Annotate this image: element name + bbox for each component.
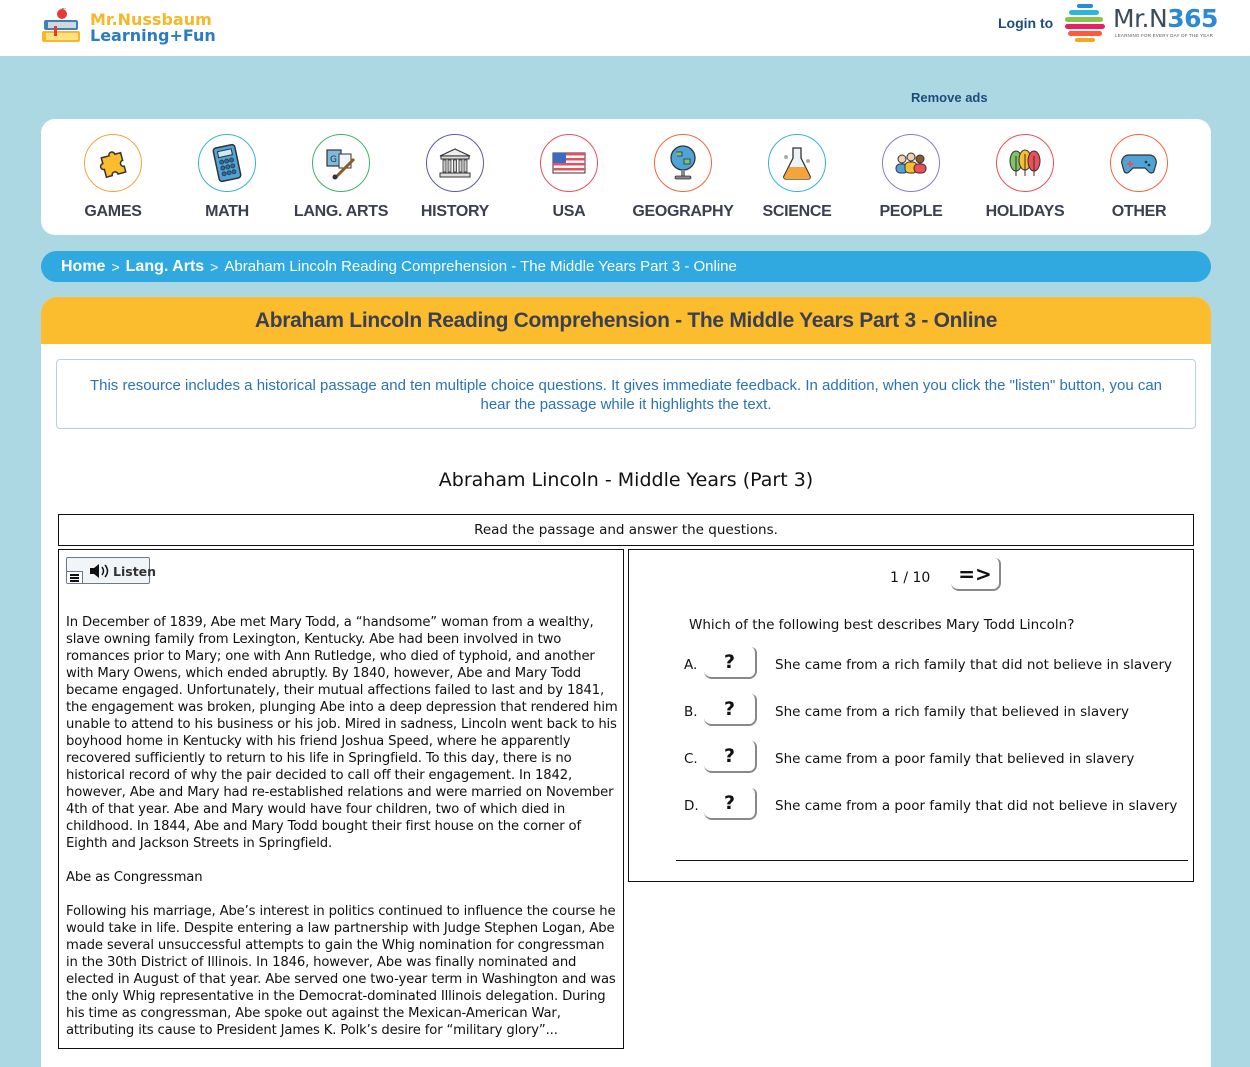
flask-icon	[768, 134, 826, 192]
nav-item-math[interactable]	[170, 134, 284, 221]
nav-item-games[interactable]	[56, 134, 170, 221]
passage-text	[66, 614, 618, 1049]
answer-option-d	[684, 788, 1184, 822]
menu-icon[interactable]	[67, 571, 83, 583]
option-letter: A.	[684, 657, 698, 673]
question-text: Which of the following best describes Mary Todd Lincoln?	[689, 617, 1075, 633]
nav-label: LANG. ARTS	[293, 203, 389, 220]
gamepad-icon	[1110, 134, 1168, 192]
site-logo[interactable]	[40, 2, 216, 46]
answer-button-c[interactable]: ?	[704, 741, 757, 773]
instructions: Read the passage and answer the questions.	[58, 514, 1194, 546]
mrn365-globe-icon	[1063, 2, 1107, 46]
nav-item-history[interactable]	[398, 134, 512, 221]
calculator-icon	[198, 134, 256, 192]
passage-paragraph: In December of 1839, Abe met Mary Todd, a “handsome” woman from a wealthy, slave owning family from Lexington, Kentucky. Abe had been involved in two romances prior to Mary; one with Ann Rutledge, who died of typhoid, and another with Mary Owens, which ended abruptly. By 1840, however, Abe and Mary Todd became engaged. Unfortunately, their mutual affections failed to last and by 1841, the engagement was broken, plunging Abe into a deep depression that rendered him unable to attend to his business or his job. Mired in sadness, Lincoln went back to his boyhood home in Kentucky with his friend Joshua Speed, where he apparently recovered sufficiently to return to his life in Springfield. To this day, there is no historical record of why the pair decided to call off their engagement. In 1842, however, Abe and Mary had re-established relations and were married on November 4th of that year. Abe and Mary would have four children, two of which died in childhood. In 1844, Abe and Mary Todd bought their first house on the corner of Eighth and Jackson Streets in Springfield.	[66, 615, 618, 851]
resource-description: This resource includes a historical passage and ten multiple choice questions. It gives immediate feedback. In addition, when you click the "listen" button, you can hear the passage while it highlights the text.	[56, 359, 1196, 429]
breadcrumb	[41, 251, 1211, 282]
nav-label: USA	[552, 203, 586, 220]
option-letter: B.	[684, 704, 698, 720]
us-flag-icon	[540, 134, 598, 192]
login-link[interactable]: Login to	[998, 15, 1054, 31]
breadcrumb-home[interactable]: Home	[61, 257, 106, 275]
main-panel	[41, 297, 1211, 1067]
people-icon	[882, 134, 940, 192]
globe-icon	[654, 134, 712, 192]
nav-label: PEOPLE	[879, 203, 943, 220]
divider	[676, 860, 1188, 861]
speaker-icon	[89, 563, 109, 579]
passage-panel[interactable]	[58, 549, 624, 1049]
answer-button-d[interactable]: ?	[704, 788, 757, 820]
option-text: She came from a rich family that did not believe in slavery	[775, 657, 1173, 673]
breadcrumb-lang-arts[interactable]: Lang. Arts	[125, 257, 205, 275]
answer-button-a[interactable]: ?	[704, 647, 757, 679]
top-header	[0, 0, 1250, 56]
translate-brush-icon	[312, 134, 370, 192]
nav-item-holidays[interactable]	[968, 134, 1082, 221]
logo-line-1: Mr.Nussbaum	[90, 10, 212, 29]
breadcrumb-separator: >	[210, 258, 219, 275]
nav-label: OTHER	[1111, 203, 1167, 220]
nav-label: GEOGRAPHY	[632, 203, 734, 220]
option-letter: D.	[684, 798, 699, 814]
next-question-button[interactable]: =>	[951, 558, 1001, 591]
mrn365-tagline: LEARNING FOR EVERY DAY OF THE YEAR	[1115, 33, 1214, 38]
building-columns-icon	[426, 134, 484, 192]
question-counter: 1 / 10	[890, 570, 931, 586]
page-title: Abraham Lincoln Reading Comprehension - The Middle Years Part 3 - Online	[41, 297, 1211, 344]
mrn365-logo[interactable]	[1063, 2, 1218, 46]
option-text: She came from a poor family that did not believe in slavery	[775, 798, 1178, 814]
nav-item-people[interactable]	[854, 134, 968, 221]
breadcrumb-separator: >	[111, 258, 120, 275]
breadcrumb-current: Abraham Lincoln Reading Comprehension - The Middle Years Part 3 - Online	[224, 258, 737, 275]
nav-item-other[interactable]	[1082, 134, 1196, 221]
nav-item-science[interactable]	[740, 134, 854, 221]
nav-item-usa[interactable]	[512, 134, 626, 221]
puzzle-icon	[84, 134, 142, 192]
nav-label: SCIENCE	[762, 203, 832, 220]
passage-paragraph: Following his marriage, Abe’s interest in politics continued to influence the course he would take in life. Despite entering a law partnership with Judge Stephen Logan, Abe made several unsuccessful attempts to gain the Whig nomination for congressman in the 30th District of Illinois. In 1846, however, Abe was finally nominated and elected in August of that year. Abe served one two-year term in Washington and was the only Whig representative in the Democrat-dominated Illinois delegation. During his time as congressman, Abe spoke out against the Mexican-American War, attributing its cause to President James K. Polk’s desire for “military glory”...	[66, 904, 616, 1038]
nav-label: HISTORY	[420, 203, 490, 220]
option-text: She came from a rich family that believed in slavery	[775, 704, 1129, 720]
nav-item-lang-arts[interactable]	[284, 134, 398, 221]
nav-item-geography[interactable]	[626, 134, 740, 221]
leaves-icon	[996, 134, 1054, 192]
answer-button-b[interactable]: ?	[704, 694, 757, 726]
svg-text:G: G	[330, 155, 337, 165]
option-text: She came from a poor family that believed in slavery	[775, 751, 1135, 767]
passage-subheading: Abe as Congressman	[66, 870, 203, 885]
activity-title: Abraham Lincoln - Middle Years (Part 3)	[438, 469, 814, 491]
remove-ads-link[interactable]: Remove ads	[911, 90, 988, 105]
option-letter: C.	[684, 751, 698, 767]
logo-line-2: Learning+Fun	[90, 26, 216, 45]
quiz-panel	[628, 549, 1194, 882]
nav-label: GAMES	[84, 203, 142, 220]
listen-button[interactable]	[66, 557, 157, 584]
nav-label: HOLIDAYS	[985, 203, 1065, 220]
answer-option-a	[684, 647, 1184, 681]
answer-option-c	[684, 741, 1184, 775]
listen-label: Listen	[113, 564, 157, 579]
mrn365-wordmark: Mr.N365	[1113, 4, 1218, 33]
answer-option-b	[684, 694, 1184, 728]
books-apple-icon	[40, 8, 84, 44]
nav-label: MATH	[205, 203, 249, 220]
category-nav	[41, 119, 1211, 235]
